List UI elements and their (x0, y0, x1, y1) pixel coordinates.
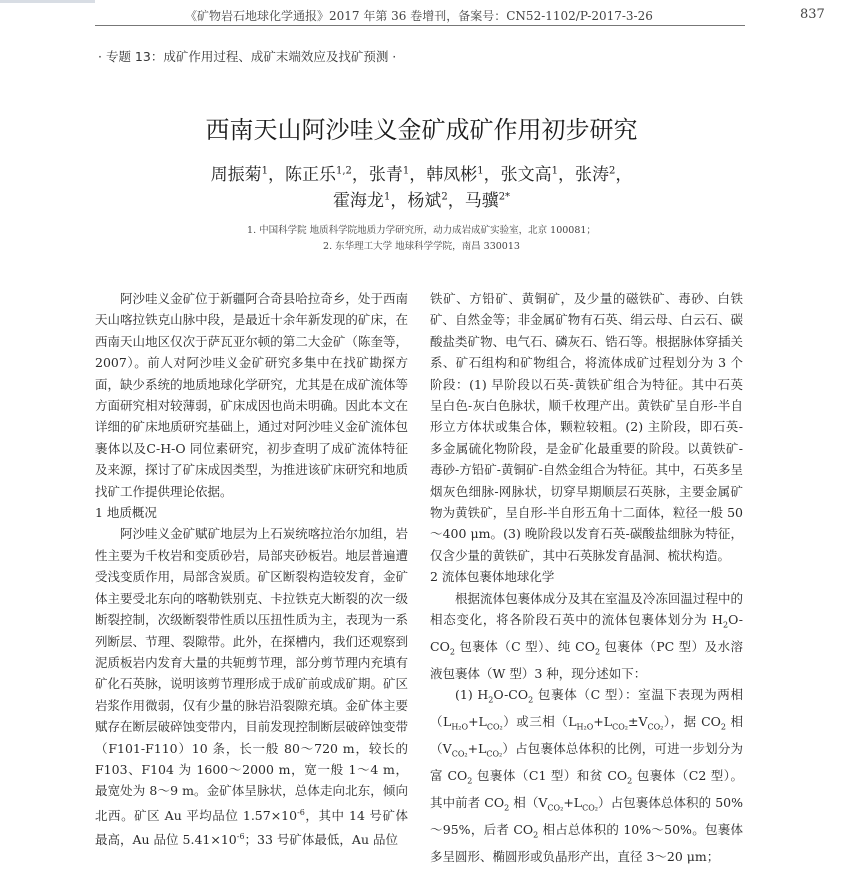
top-accent-bar (0, 0, 95, 3)
text-run: ），据 CO (663, 714, 721, 730)
text-run: 相占总体积的 10%～50%。包裹体多呈圆形、椭圆形或负晶形产出，直径 3～20 μm； (430, 821, 743, 864)
mineralogy-paragraph: 铁矿、方铅矿、黄铜矿，及少量的磁铁矿、毒砂、白铁矿、自然金等；非金属矿物有石英、绢云母、白云石、碳酸盐类矿物、电气石、磷灰石、锆石等。根据脉体穿插关系、矿石组构和矿物组合，将流体成矿过程划分为 3 个阶段：(1) 早阶段以石英-黄铁矿组合为特征。其中石英呈白色-灰白色脉状，顺千枚理产出。黄铁矿呈自形-半自形立方体状或集合体，颗粒较粗。(2) 主阶段，即石英-多金属硫化物阶段，是金矿化最重要的阶段。以黄铁矿-毒砂-方铅矿-黄铜矿-自然金组合为特征。其中，石英多呈烟灰色细脉-网脉状，切穿早期顺层石英脉，主要金属矿物为黄铁矿，呈自形-半自形五角十二面体，粒径一般 50～400 μm。(3) 晚阶段以发育石英-碳酸盐细脉为特征，仅含少量的黄铁矿，其中石英脉发育晶洞、梳状构造。 (430, 291, 743, 563)
text-run: 包裹体（PC 型）及水溶液包裹体（W 型）3 种，现分述如下： (430, 639, 743, 681)
text-run: 包裹体（C2 型）。其中前者 CO (430, 768, 743, 810)
affiliation-2: 2. 东华理工大学 地球科学学院，南昌 330013 (323, 241, 520, 252)
header-rule (95, 25, 745, 26)
fluid-types-paragraph (430, 588, 743, 685)
text-run: ）占包裹体总体积的 50%～95%，后者 CO (430, 794, 743, 837)
text-run: +L (593, 714, 613, 730)
text-run: +L (467, 741, 487, 757)
running-header (0, 7, 843, 27)
section-heading-geology: 1 地质概况 (95, 505, 157, 521)
author-affil-mark: 2 (609, 165, 616, 177)
author-affil-mark: 1 (383, 191, 391, 203)
subscript: 2 (627, 776, 633, 786)
author-list-line-2: 霍海龙$^1$，杨斌$^2$，马骥$^{2*}$ (332, 191, 511, 211)
intro-paragraph: 阿沙哇义金矿位于新疆阿合奇县哈拉奇乡，处于西南天山喀拉铁克山脉中段，是最近十余年新发现的矿床，在西南天山地区仅次于萨瓦亚尔顿的第二大金矿（陈奎等，2007）。前人对阿沙哇义金矿研究多集中在找矿勘探方面，缺少系统的地质地球化学研究，尤其是在成矿流体等方面研究相对较薄弱，矿床成因也尚未明确。因此本文在详细的矿床地质研究基础上，通过对阿沙哇义金矿流体包裹体以及C-H-O 同位素研究，初步查明了成矿流体特征及来源，探讨了矿床成因类型，为推进该矿床研究和地质找矿工作提供理论依据。 (95, 291, 408, 499)
left-column (95, 288, 408, 851)
subscript: CO₂ (486, 722, 503, 732)
author-name: 陈正乐 (284, 165, 336, 185)
subscript: 2 (504, 803, 510, 813)
geology-text-3: ；33 号矿体最低，Au 品位 (244, 832, 398, 848)
subscript: CO₂ (486, 749, 503, 759)
text-run: ）或三相（L (502, 714, 577, 730)
text-run: +L (468, 714, 487, 730)
paper-title: 西南天山阿沙哇义金矿成矿作用初步研究 (205, 116, 638, 144)
geology-text-1: 阿沙哇义金矿赋矿地层为上石炭统喀拉治尔加组，岩性主要为千枚岩和变质砂岩，局部夹砂板岩。地层普遍遭受浅变质作用，局部含炭质。矿区断裂构造较发育，金矿体主要受北东向的喀勒铁别克、卡拉铁克大断裂的次一级断裂控制，次级断裂带性质以压扭性质为主，表现为一系列断层、节理、裂隙带。此外，在探槽内，我们还观察到泥质板岩内发育大量的共轭剪节理，部分剪节理内充填有矿化石英脉，说明该剪节理形成于成矿前或成矿期。矿区岩浆作用微弱，仅有少量的脉岩沿裂隙充填。金矿体主要赋存在断层破碎蚀变带内，目前发现控制断层破碎蚀变带（F101-F110）10 条，长一般 80～720 m，较长的 F103、F104 为 1600～2000 m，宽一般 1～4 m，最宽处为 8～9 m。金矿体呈脉状，总体走向北东，倾向北西。矿区 Au 平均品位 1.57×10 (95, 526, 408, 823)
journal-citation: 《矿物岩石地球化学通报》2017 年第 36 卷增刊，备案号：CN52-1102/P-2017-3-26 (185, 9, 653, 23)
author-name: 周振菊 (210, 165, 262, 185)
author-name: 霍海龙 (332, 191, 384, 211)
geology-text-2: ，其中 14 号矿体最高，Au 品位 5.41×10 (95, 807, 408, 848)
subscript: 2 (722, 620, 729, 630)
subscript: 2 (594, 647, 601, 657)
author-name: 马骥 (464, 191, 499, 211)
right-column (430, 288, 743, 867)
text-run: 相（V (509, 794, 548, 810)
subscript: H₂O (451, 722, 469, 732)
text-run: 包裹体（C 型）、纯 CO (454, 639, 595, 654)
subscript: 2 (467, 776, 473, 786)
subscript: CO₂ (647, 722, 664, 732)
affiliation-1: 1. 中国科学院 地质科学院地质力学研究所，动力成岩成矿实验室，北京 100081； (247, 225, 596, 236)
author-name: 张青 (368, 165, 403, 185)
geology-paragraph (95, 523, 408, 850)
text-run: 相（V (430, 714, 743, 757)
subscript: CO₂ (547, 803, 564, 813)
subscript: 2 (528, 695, 534, 705)
author-affil-mark: 1 (477, 165, 484, 177)
subscript: CO₂ (451, 749, 468, 759)
subscript: 2 (488, 695, 494, 705)
author-list-line-1: 周振菊$^1$，陈正乐$^{1,2}$，张青$^1$，韩凤彬$^1$，张文高$^1$，张涛$^2$， (210, 165, 633, 185)
exponent: -6 (236, 832, 245, 842)
text-run: +L (563, 794, 583, 810)
text-run: O-CO (493, 687, 529, 703)
page-number: 837 (800, 7, 825, 22)
text-run: 根据流体包裹体成分及其在室温及冷冻回温过程中的相态变化，将各阶段石英中的流体包裹体划分为 H (430, 590, 743, 628)
author-name: 张涛 (575, 165, 610, 185)
author-affil-mark: 2* (498, 191, 511, 203)
subscript: 2 (533, 830, 539, 840)
column-topic-tag: · 专题 13：成矿作用过程、成矿末端效应及找矿预测 · (98, 49, 397, 64)
subscript: 2 (720, 722, 727, 732)
author-affil-mark: 1 (551, 165, 559, 177)
text-run: 包裹体（C 型）：室温下表现为两相（L (430, 687, 743, 730)
exponent: -6 (297, 807, 305, 817)
text-run: O-CO (430, 612, 743, 654)
subscript: CO₂ (612, 722, 628, 732)
c-type-paragraph (430, 684, 743, 867)
section-heading-fluid-inclusions: 2 流体包裹体地球化学 (430, 569, 555, 585)
author-affil-mark: 1 (402, 165, 410, 177)
subscript: 2 (449, 647, 455, 657)
author-name: 张文高 (500, 165, 552, 185)
subscript: CO₂ (582, 803, 598, 813)
subscript: H₂O (576, 722, 594, 732)
text-run: ±V (627, 714, 648, 730)
text-run: ）占包裹体总体积的比例，可进一步划分为富 CO (430, 741, 743, 784)
text-run: 包裹体（C1 型）和贫 CO (472, 768, 628, 784)
author-name: 韩凤彬 (426, 165, 478, 185)
author-affil-mark: 1,2 (335, 165, 352, 177)
author-affil-mark: 1 (261, 165, 268, 177)
author-affil-mark: 2 (441, 191, 448, 203)
text-run: (1) H (455, 687, 489, 703)
author-name: 杨斌 (407, 191, 442, 211)
